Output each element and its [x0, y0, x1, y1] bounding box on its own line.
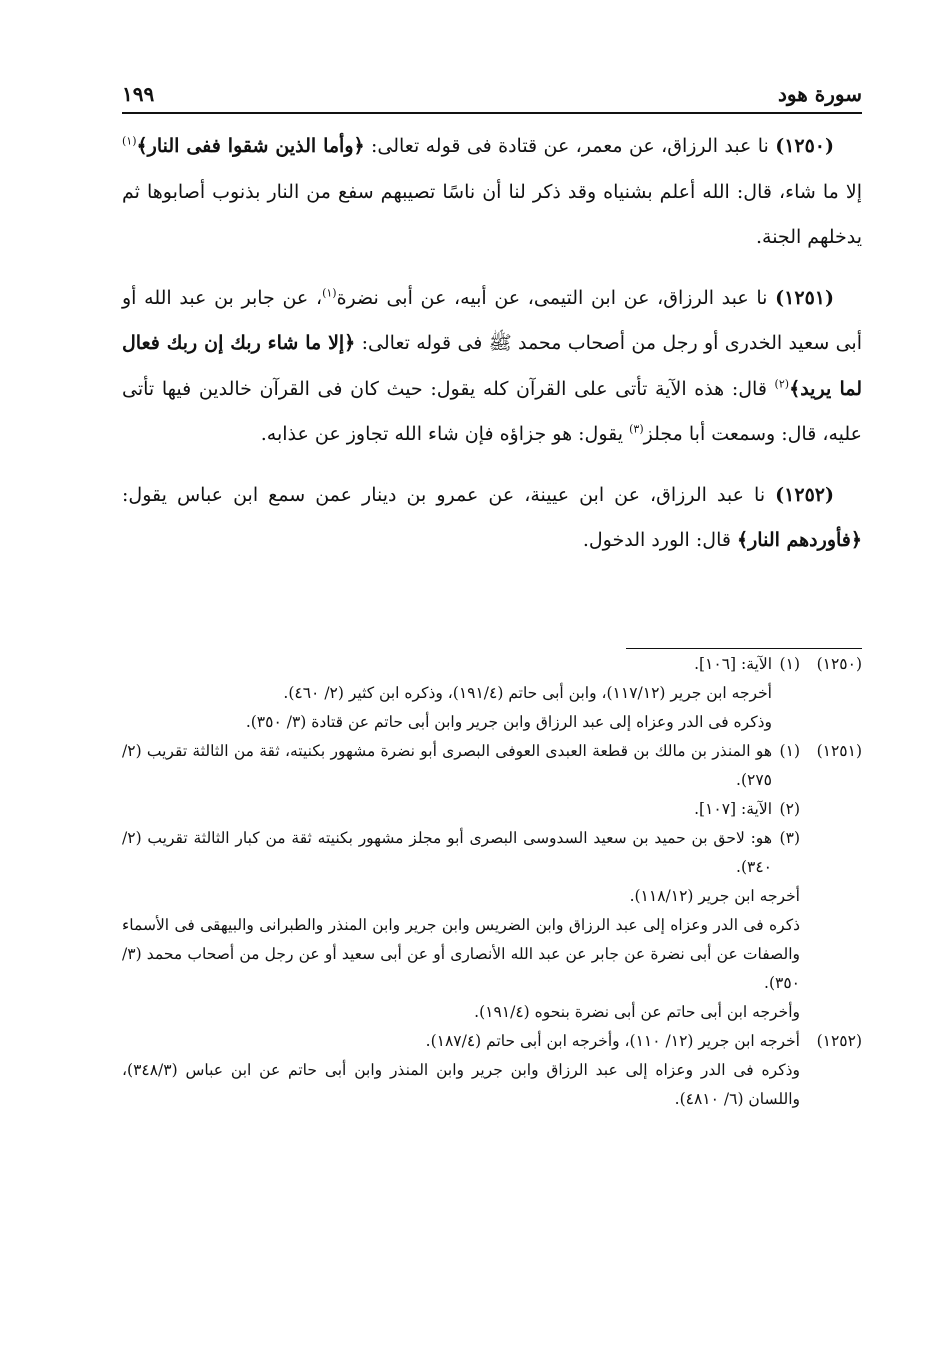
footnote-text: وأخرجه ابن أبى حاتم عن أبى نضرة بنحوه (١٩١/٤). — [474, 1003, 800, 1021]
footnote-text: وذكره فى الدر وعزاه إلى عبد الرزاق وابن جرير وابن المنذر وابن أبى حاتم عن ابن عباس (٣٤٨/٣)، واللسان (٦/ ٤٨١٠). — [122, 1061, 800, 1108]
footnote-number: (٢) — [779, 800, 800, 818]
hadith-1250 — [122, 124, 862, 261]
text-segment: نا عبد الرزاق، عن ابن عيينة، عن عمرو بن دينار عمن سمع ابن عباس يقول: — [122, 483, 776, 506]
footnote-number: (١) — [779, 742, 800, 760]
main-text — [122, 124, 862, 579]
footnotes-section — [122, 650, 862, 1114]
page-number: ١٩٩ — [122, 82, 155, 106]
text-segment: إلا ما شاء، قال: الله أعلم بشنياه وقد ذكر لنا أن ناسًا تصيبهم سفع من النار بذنوب أصابوها ثم يدخلهم الجنة. — [122, 180, 862, 248]
footnote-number: (٣) — [779, 829, 800, 847]
quran-verse: ﴿فأوردهم النار﴾ — [737, 529, 862, 551]
footnote-text: أخرجه ابن جرير (١١٨/١٢). — [629, 887, 800, 905]
footnote-text: الآية: [١٠٧]. — [694, 800, 772, 818]
footnote-text: ذكره فى الدر وعزاه إلى عبد الرزاق وابن الضريس وابن جرير وابن المنذر والطبرانى والبيهقى فى الأسماء والصفات عن أبى نضرة عن جابر عن عبد الله الأنصارى أو عن أبى سعيد أو عن رجل من أصحاب محمد (٣/ ٣٥٠). — [122, 916, 800, 992]
footnote-ref: (٣) — [629, 422, 644, 436]
footnote-group-label: (١٢٥٠) — [816, 655, 862, 673]
footnote-1252-2 — [122, 1056, 862, 1114]
footnote-1251-6 — [122, 998, 862, 1027]
text-segment: نا عبد الرزاق، عن ابن التيمى، عن أبيه، عن أبى نضرة — [336, 286, 776, 309]
hadith-number: (١٢٥٢) — [775, 483, 834, 506]
header-divider — [122, 112, 862, 114]
footnote-1250-3 — [122, 708, 862, 737]
footnote-ref: (١) — [122, 134, 137, 148]
surah-title: سورة هود — [778, 82, 862, 106]
footnote-text: الآية: [١٠٦]. — [694, 655, 772, 673]
quran-verse: ﴿وأما الذين شقوا ففى النار﴾ — [136, 135, 365, 157]
footnote-text: وذكره فى الدر وعزاه إلى عبد الرزاق وابن جرير وابن أبى حاتم عن قتادة (٣/ ٣٥٠). — [245, 713, 772, 731]
footnote-1250-2 — [122, 679, 862, 708]
hadith-1251 — [122, 276, 862, 458]
footnote-group-label: (١٢٥٢) — [816, 1032, 862, 1050]
hadith-number: (١٢٥٠) — [775, 135, 835, 157]
footnote-1250-1 — [122, 650, 862, 679]
text-segment: قال: هذه الآية تأتى على القرآن كله يقول: حيث كان فى القرآن خالدين فيها تأتى عليه، قال: وسمعت أبا مجلز — [122, 377, 862, 445]
footnote-text: هو المنذر بن مالك بن قطعة العبدى العوفى البصرى أبو نضرة مشهور بكنيته، ثقة من الثالثة تقريب (٢/ ٢٧٥). — [122, 742, 772, 789]
footnote-group-label: (١٢٥١) — [816, 742, 862, 760]
footnote-text: هو: لاحق بن حميد بن سعيد السدوسى البصرى أبو مجلز مشهور بكنيته ثقة من كبار الثالثة تقريب (٢/ ٣٤٠). — [122, 829, 772, 876]
footnote-text: أخرجه ابن جرير (١٢/ ١١٠)، وأخرجه ابن أبى حاتم (١٨٧/٤). — [425, 1032, 800, 1050]
footnote-1251-1 — [122, 737, 862, 795]
footnote-divider — [626, 648, 862, 649]
footnote-1251-2 — [122, 795, 862, 824]
footnote-text: أخرجه ابن جرير (١١٧/١٢)، وابن أبى حاتم (١٩١/٤)، وذكره ابن كثير (٢/ ٤٦٠). — [283, 684, 772, 702]
footnote-number: (١) — [779, 655, 800, 673]
footnote-ref: (٢) — [774, 377, 790, 391]
text-segment: قال: الورد الدخول. — [582, 529, 737, 551]
page-header — [122, 74, 862, 114]
text-segment: نا عبد الرزاق، عن معمر، عن قتادة فى قوله تعالى: — [364, 135, 776, 157]
footnote-1251-4 — [122, 882, 862, 911]
footnote-1252-1 — [122, 1027, 862, 1056]
footnote-ref: (١) — [322, 286, 337, 300]
text-segment: ، عن جابر بن عبد الله أو أبى سعيد الخدرى أو رجل من أصحاب محمد ﷺ فى قوله تعالى: — [122, 286, 862, 354]
hadith-number: (١٢٥١) — [775, 286, 834, 309]
footnote-1251-5 — [122, 911, 862, 998]
hadith-1252 — [122, 473, 862, 564]
text-segment: يقول: هو جزاؤه فإن شاء الله تجاوز عن عذابه. — [260, 423, 630, 445]
quran-verse: ﴿إلا ما شاء ربك إن ربك فعال لما يريد﴾ — [122, 332, 863, 400]
footnote-1251-3 — [122, 824, 862, 882]
